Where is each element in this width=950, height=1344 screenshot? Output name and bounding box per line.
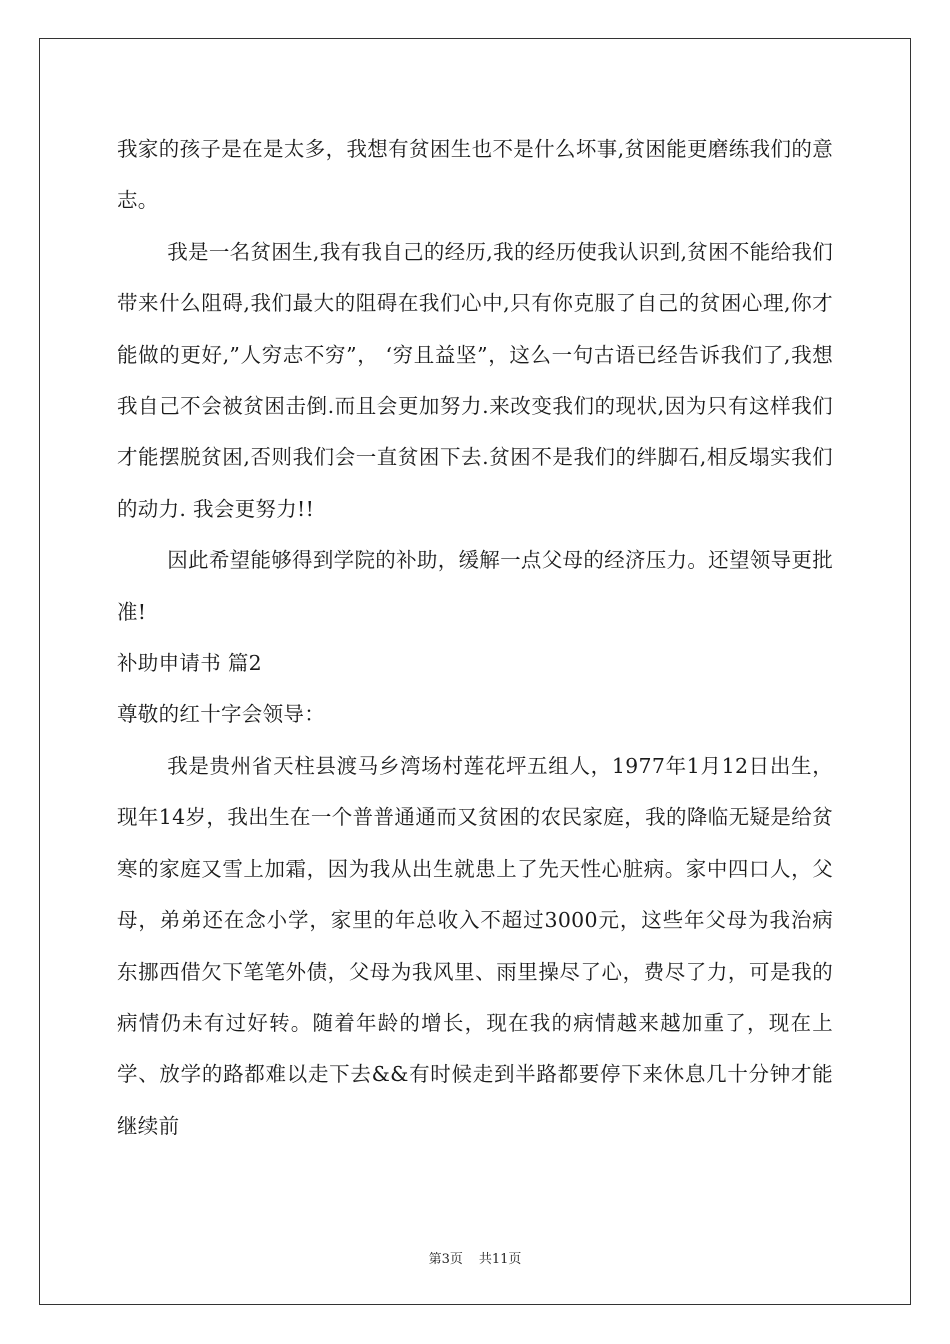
paragraph-poverty-experience: 我是一名贫困生,我有我自己的经历,我的经历使我认识到,贫困不能给我们带来什么阻碍,我们最大的阻碍在我们心中,只有你克服了自己的贫困心理,你才能做的更好,”人穷志不穷”， ‘穷且益坚”，这么一句古语已经告诉我们了,我想我自己不会被贫困击倒.而且会更加努力.来改变我们的现状,因为只有这样我们才能摆脱贫困,否则我们会一直贫困下去.贫困不是我们的绊脚石,相反塌实我们的动力. 我会更努力!! — [117, 239, 833, 521]
document-body — [117, 124, 833, 1152]
salutation: 尊敬的红十字会领导： — [117, 702, 325, 727]
section-heading: 补助申请书 篇2 — [117, 651, 262, 676]
page-total: 共11页 — [478, 1252, 522, 1267]
paragraph-continued: 我家的孩子是在是太多，我想有贫困生也不是什么坏事,贫困能更磨练我们的意志。 — [117, 137, 833, 213]
paragraph-request: 因此希望能够得到学院的补助，缓解一点父母的经济压力。还望领导更批准! — [117, 548, 833, 624]
page-footer — [0, 1248, 950, 1267]
page-number: 第3页 — [428, 1252, 463, 1267]
paragraph-self-introduction: 我是贵州省天柱县渡马乡湾场村莲花坪五组人，1977年1月12日出生，现年14岁，我出生在一个普普通通而又贫困的农民家庭，我的降临无疑是给贫寒的家庭又雪上加霜，因为我从出生就患上了先天性心脏病。家中四口人，父母，弟弟还在念小学，家里的年总收入不超过3000元，这些年父母为我治病东挪西借欠下笔笔外债，父母为我风里、雨里操尽了心，费尽了力，可是我的病情仍未有过好转。随着年龄的增长，现在我的病情越来越加重了，现在上学、放学的路都难以走下去&&有时候走到半路都要停下来休息几十分钟才能继续前 — [117, 753, 833, 1138]
